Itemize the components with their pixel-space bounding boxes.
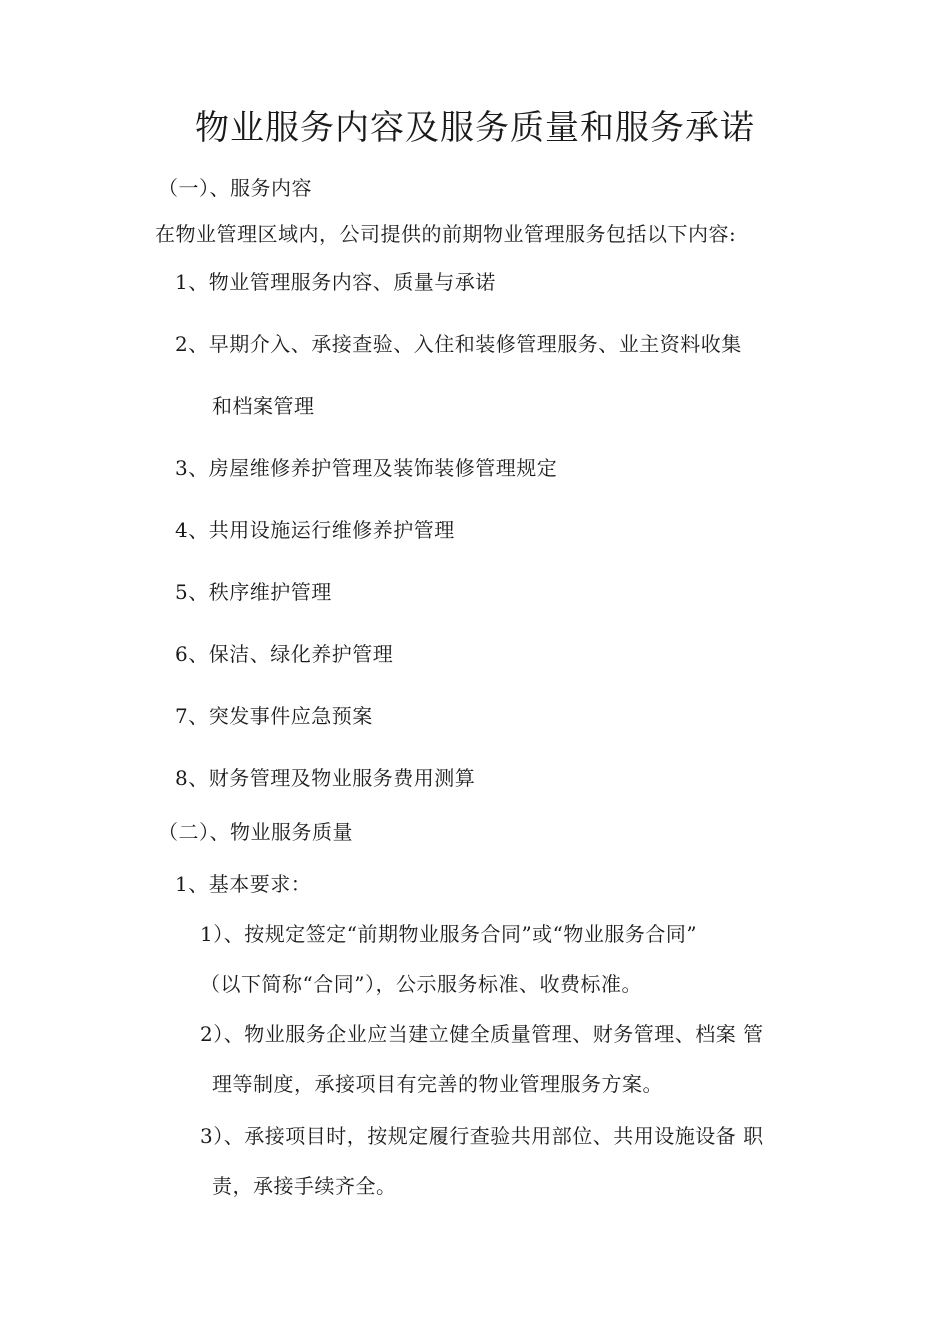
requirement-line: 2）、物业服务企业应当建立健全质量管理、财务管理、档案 管 (200, 1022, 764, 1046)
service-item: 8、财务管理及物业服务费用测算 (175, 766, 476, 790)
requirement-line-continuation: 责，承接手续齐全。 (212, 1174, 397, 1198)
service-item: 1、物业管理服务内容、质量与承诺 (175, 270, 496, 294)
requirement-line-continuation: （以下简称“合同”），公示服务标准、收费标准。 (200, 972, 642, 996)
document-title: 物业服务内容及服务质量和服务承诺 (195, 108, 755, 148)
section-1-heading: （一）、服务内容 (158, 176, 312, 200)
requirement-line: 1）、按规定签定“前期物业服务合同”或“物业服务合同” (200, 922, 698, 946)
service-item: 4、共用设施运行维修养护管理 (175, 518, 455, 542)
service-item: 5、秩序维护管理 (175, 580, 332, 604)
requirement-line-continuation: 理等制度，承接项目有完善的物业管理服务方案。 (212, 1072, 663, 1096)
section-2-heading: （二）、物业服务质量 (158, 820, 353, 844)
section-2-subheading: 1、基本要求： (175, 872, 312, 896)
section-1-intro: 在物业管理区域内，公司提供的前期物业管理服务包括以下内容: (155, 222, 737, 246)
requirement-line: 3）、承接项目时，按规定履行查验共用部位、共用设施设备 职 (200, 1124, 764, 1148)
service-item: 6、保洁、绿化养护管理 (175, 642, 394, 666)
service-item: 7、突发事件应急预案 (175, 704, 373, 728)
service-item: 3、房屋维修养护管理及装饰装修管理规定 (175, 456, 558, 480)
service-item-continuation: 和档案管理 (212, 394, 315, 418)
service-item: 2、早期介入、承接查验、入住和装修管理服务、业主资料收集 (175, 332, 742, 356)
